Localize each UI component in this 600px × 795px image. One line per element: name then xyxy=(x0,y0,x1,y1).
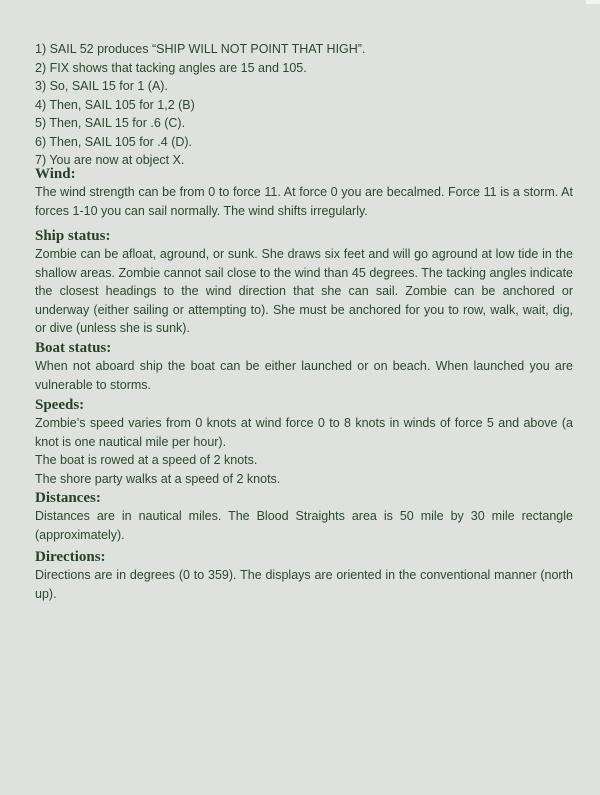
wind-heading: Wind: xyxy=(35,166,76,182)
section-directions xyxy=(35,549,573,603)
step-7: 7) You are now at object X. xyxy=(35,153,185,167)
speeds-shore-text: The shore party walks at a speed of 2 knots. xyxy=(35,471,281,486)
step-6: 6) Then, SAIL 105 for .4 (D). xyxy=(35,134,193,149)
speeds-heading: Speeds: xyxy=(35,397,85,413)
ship-status-heading: Ship status: xyxy=(35,228,111,244)
section-wind xyxy=(35,166,573,220)
step-5: 5) Then, SAIL 15 for .6 (C). xyxy=(35,116,186,130)
distances-heading: Distances: xyxy=(35,490,101,506)
corner-mark xyxy=(586,0,600,4)
ship-status-text: Zombie can be afloat, aground, or sunk. She draws six feet and will go aground at low tide in the shallow areas. Zombie cannot sail close to the wind than 45 degrees. The tacking angles indicate the closest headings to the wind direction that she can sail. Zombie can be anchored or underway (either sailing or attempting to). She must be anchored for you to row, walk, wait, dig, or dive (unless she is sunk). xyxy=(35,247,573,335)
section-boat-status xyxy=(35,340,573,394)
step-1: 1) SAIL 52 produces “SHIP WILL NOT POINT THAT HIGH”. xyxy=(35,42,366,56)
step-2: 2) FIX shows that tacking angles are 15 and 105. xyxy=(35,60,307,75)
sail-steps-list xyxy=(35,40,575,170)
speeds-zombie-text: Zombie’s speed varies from 0 knots at wind force 0 to 8 knots in winds of force 5 and above (a knot is one nautical mile per hour). xyxy=(35,416,573,449)
section-distances xyxy=(35,490,573,544)
section-ship-status xyxy=(35,228,573,338)
section-speeds xyxy=(35,397,573,488)
boat-status-text: When not aboard ship the boat can be either launched or on beach. When launched you are vulnerable to storms. xyxy=(35,359,573,392)
wind-text: The wind strength can be from 0 to force 11. At force 0 you are becalmed. Force 11 is a storm. At forces 1-10 you can sail normally. The wind shifts irregularly. xyxy=(35,185,573,218)
boat-status-heading: Boat status: xyxy=(35,340,112,356)
directions-text: Directions are in degrees (0 to 359). The displays are oriented in the conventional manner (north up). xyxy=(35,568,573,601)
step-3: 3) So, SAIL 15 for 1 (A). xyxy=(35,79,168,93)
speeds-boat-text: The boat is rowed at a speed of 2 knots. xyxy=(35,453,258,467)
directions-heading: Directions: xyxy=(35,549,106,565)
distances-text: Distances are in nautical miles. The Blood Straights area is 50 mile by 30 mile rectangle (approximately). xyxy=(35,509,573,542)
step-4: 4) Then, SAIL 105 for 1,2 (B) xyxy=(35,97,195,112)
